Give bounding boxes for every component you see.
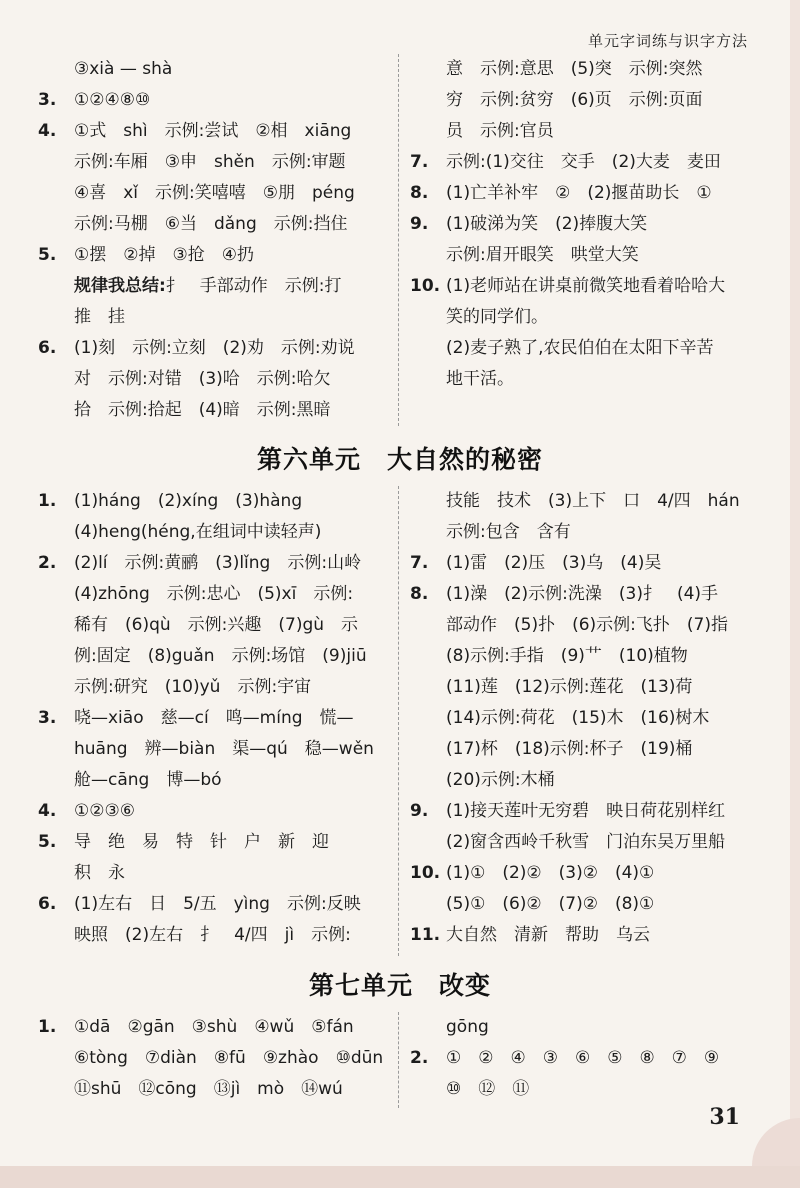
answer-item xyxy=(410,54,768,147)
answer-item xyxy=(410,147,768,178)
page-number: 31 xyxy=(709,1104,740,1130)
answer-line: 舱—cāng 博—bó xyxy=(74,770,222,790)
answer-item xyxy=(410,271,768,395)
answer-line: 员 示例:官员 xyxy=(446,121,554,141)
answer-line: ①②④⑧⑩ xyxy=(74,90,151,110)
answer-item xyxy=(38,796,386,827)
page-corner-decoration xyxy=(752,1118,800,1166)
answer-line: 示例:眉开眼笑 哄堂大笑 xyxy=(446,245,639,265)
answer-line: 导 绝 易 特 针 户 新 迎 xyxy=(74,832,329,852)
answer-number: 8. xyxy=(410,183,429,203)
column-divider xyxy=(398,54,399,426)
answer-item xyxy=(410,178,768,209)
answer-line: (2)窗含西岭千秋雪 门泊东吴万里船 xyxy=(446,832,726,852)
section-previous-unit xyxy=(38,54,768,426)
answer-line: 示例:车厢 ③申 shěn 示例:审题 xyxy=(74,152,346,172)
answer-number: 9. xyxy=(410,214,429,234)
answer-line: ①②③⑥ xyxy=(74,801,135,821)
right-column xyxy=(410,54,768,395)
answer-line: (20)示例:木桶 xyxy=(446,770,555,790)
answer-number: 1. xyxy=(38,1017,57,1037)
answer-number: 10. xyxy=(410,863,441,883)
column-divider xyxy=(398,486,399,956)
unit-6-title: 第六单元 大自然的秘密 xyxy=(256,445,543,474)
column-divider xyxy=(398,1012,399,1108)
answer-number: 7. xyxy=(410,553,429,573)
answer-line: ④喜 xǐ 示例:笑嘻嘻 ⑤朋 péng xyxy=(74,183,355,203)
answer-line: (1)破涕为笑 (2)捧腹大笑 xyxy=(446,214,648,234)
answer-item xyxy=(38,116,386,240)
answer-line: (1)亡羊补牢 ② (2)揠苗助长 ① xyxy=(446,183,712,203)
answer-number: 6. xyxy=(38,894,57,914)
answer-number: 4. xyxy=(38,801,57,821)
answer-number: 9. xyxy=(410,801,429,821)
rule-summary-label: 规律我总结: xyxy=(74,276,166,296)
answer-item xyxy=(410,920,768,951)
answer-item xyxy=(410,1012,768,1043)
answer-item xyxy=(410,548,768,579)
page-header: 单元字词练与识字方法 xyxy=(587,32,748,50)
unit-7-title: 第七单元 改变 xyxy=(308,971,491,1000)
answer-line: (11)莲 (12)示例:莲花 (13)荷 xyxy=(446,677,693,697)
answer-line: 示例:(1)交往 交手 (2)大麦 麦田 xyxy=(446,152,721,172)
answer-item xyxy=(38,1012,386,1105)
answer-line: (17)杯 (18)示例:杯子 (19)桶 xyxy=(446,739,693,759)
page-edge-shade xyxy=(790,0,800,1188)
answer-item xyxy=(410,579,768,796)
answer-line: (1)左右 日 5/五 yìng 示例:反映 xyxy=(74,894,361,914)
answer-item xyxy=(410,1043,768,1105)
section-unit-6 xyxy=(38,486,768,956)
answer-number: 3. xyxy=(38,90,57,110)
answer-line: ⑪shū ⑫cōng ⑬jì mò ⑭wú xyxy=(74,1079,343,1099)
answer-line: (2)lí 示例:黄鹂 (3)lǐng 示例:山岭 xyxy=(74,553,362,573)
answer-number: 7. xyxy=(410,152,429,172)
answer-line: 示例:包含 含有 xyxy=(446,522,571,542)
answer-number: 10. xyxy=(410,276,441,296)
answer-line: ③xià — shà xyxy=(74,59,173,79)
answer-item xyxy=(38,486,386,548)
section-unit-7 xyxy=(38,1012,768,1112)
answer-number: 2. xyxy=(38,553,57,573)
answer-line: (1)雷 (2)压 (3)乌 (4)吴 xyxy=(446,553,662,573)
answer-item xyxy=(410,858,768,920)
answer-item xyxy=(410,209,768,271)
answer-number: 5. xyxy=(38,245,57,265)
answer-line: ⑥tòng ⑦diàn ⑧fū ⑨zhào ⑩dūn xyxy=(74,1048,384,1068)
answer-line: (1)① (2)② (3)② (4)① xyxy=(446,863,655,883)
right-column xyxy=(410,1012,768,1105)
answer-line: gōng xyxy=(446,1017,489,1037)
left-column xyxy=(38,54,386,426)
answer-line: (1)接天莲叶无穷碧 映日荷花别样红 xyxy=(446,801,726,821)
answer-line: 稀有 (6)qù 示例:兴趣 (7)gù 示 xyxy=(74,615,359,635)
right-column xyxy=(410,486,768,951)
answer-item xyxy=(38,827,386,889)
answer-number: 2. xyxy=(410,1048,429,1068)
answer-line: 对 示例:对错 (3)哈 示例:哈欠 xyxy=(74,369,331,389)
answer-line: ①dā ②gān ③shù ④wǔ ⑤fán xyxy=(74,1017,354,1037)
answer-line: 穷 示例:贫穷 (6)页 示例:页面 xyxy=(446,90,703,110)
answer-line: ①摆 ②掉 ③抢 ④扔 xyxy=(74,245,254,265)
answer-number: 4. xyxy=(38,121,57,141)
answer-item xyxy=(410,796,768,858)
answer-number: 3. xyxy=(38,708,57,728)
answer-line: (1)澡 (2)示例:洗澡 (3)扌 (4)手 xyxy=(446,584,719,604)
answer-item xyxy=(38,889,386,951)
answer-line: (4)heng(héng,在组词中读轻声) xyxy=(74,522,322,542)
answer-line: 积 永 xyxy=(74,863,125,883)
answer-line: 意 示例:意思 (5)突 示例:突然 xyxy=(446,59,703,79)
answer-line: 规律我总结:扌 手部动作 示例:打 xyxy=(74,276,342,296)
answer-item xyxy=(38,703,386,796)
answer-line: 拾 示例:拾起 (4)暗 示例:黑暗 xyxy=(74,400,331,420)
left-column xyxy=(38,486,386,951)
answer-line: 哓—xiāo 慈—cí 鸣—míng 慌— xyxy=(74,708,354,728)
answer-line: 示例:马棚 ⑥当 dǎng 示例:挡住 xyxy=(74,214,348,234)
answer-item xyxy=(38,54,386,85)
answer-line: (2)麦子熟了,农民伯伯在太阳下辛苦 xyxy=(446,338,714,358)
answer-line: 示例:研究 (10)yǔ 示例:宇宙 xyxy=(74,677,312,697)
answer-line: 例:固定 (8)guǎn 示例:场馆 (9)jiū xyxy=(74,646,367,666)
answer-item xyxy=(410,486,768,548)
answer-line: (4)zhōng 示例:忠心 (5)xī 示例: xyxy=(74,584,354,604)
answer-number: 5. xyxy=(38,832,57,852)
answer-line: (8)示例:手指 (9)艹 (10)植物 xyxy=(446,646,688,666)
answer-line: (5)① (6)② (7)② (8)① xyxy=(446,894,655,914)
answer-line: 大自然 清新 帮助 乌云 xyxy=(446,925,650,945)
answer-item xyxy=(38,548,386,703)
left-column xyxy=(38,1012,386,1105)
answer-line: (1)老师站在讲桌前微笑地看着哈哈大 xyxy=(446,276,726,296)
answer-line: 技能 技术 (3)上下 口 4/四 hán xyxy=(446,491,740,511)
answer-number: 8. xyxy=(410,584,429,604)
answer-line: huāng 辨—biàn 渠—qú 稳—wěn xyxy=(74,739,374,759)
answer-line: ①式 shì 示例:尝试 ②相 xiāng xyxy=(74,121,352,141)
answer-number: 6. xyxy=(38,338,57,358)
bottom-band xyxy=(0,1166,800,1188)
answer-line: 笑的同学们。 xyxy=(446,307,548,327)
answer-number: 1. xyxy=(38,491,57,511)
answer-line: ⑩ ⑫ ⑪ xyxy=(446,1079,530,1099)
answer-item xyxy=(38,240,386,333)
answer-item xyxy=(38,333,386,426)
answer-item xyxy=(38,85,386,116)
answer-line: 映照 (2)左右 扌 4/四 jì 示例: xyxy=(74,925,351,945)
answer-line: 部动作 (5)扑 (6)示例:飞扑 (7)指 xyxy=(446,615,728,635)
answer-line: (1)刻 示例:立刻 (2)劝 示例:劝说 xyxy=(74,338,355,358)
answer-line: (14)示例:荷花 (15)木 (16)树木 xyxy=(446,708,710,728)
answer-line: (1)háng (2)xíng (3)hàng xyxy=(74,491,303,511)
answer-number: 11. xyxy=(410,925,441,945)
answer-line: ① ② ④ ③ ⑥ ⑤ ⑧ ⑦ ⑨ xyxy=(446,1048,720,1068)
answer-line: 推 挂 xyxy=(74,307,125,327)
answer-line: 地干活。 xyxy=(446,369,514,389)
